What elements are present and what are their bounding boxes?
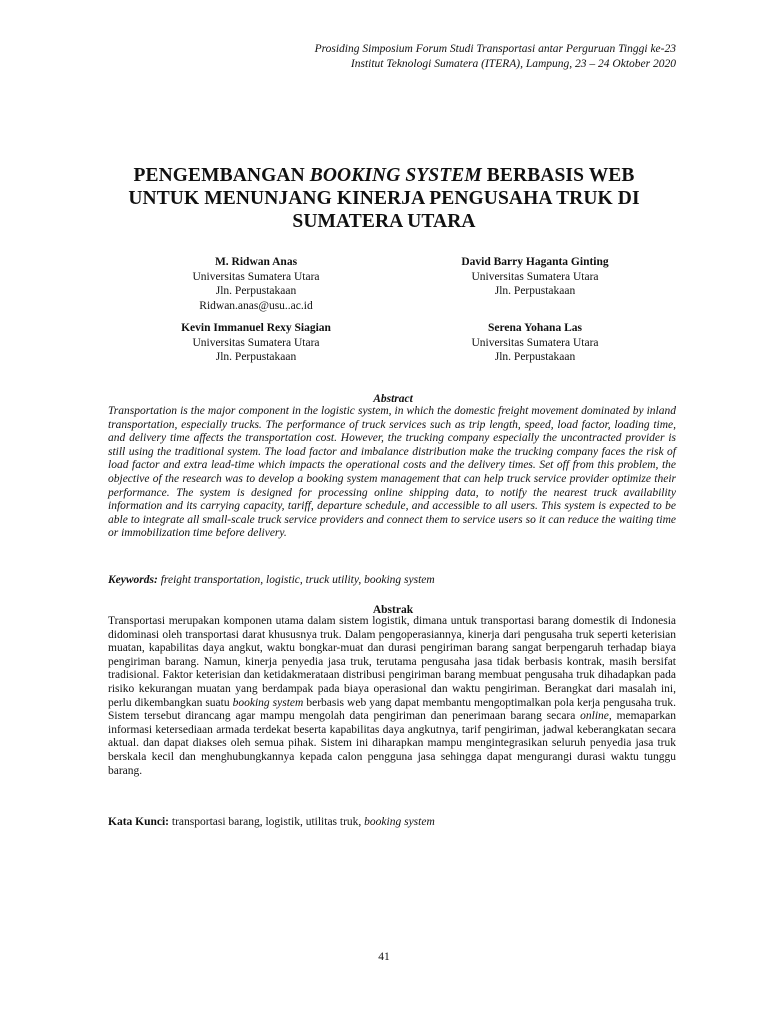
- author-name: Serena Yohana Las: [488, 322, 582, 334]
- author-block: [385, 321, 685, 365]
- author-address: Jln. Perpustakaan: [215, 351, 297, 363]
- abstrak-italic-term: booking system: [232, 696, 304, 709]
- author-name: M. Ridwan Anas: [214, 256, 298, 268]
- author-block: [106, 321, 406, 365]
- keywords-label: Keywords:: [108, 574, 158, 586]
- conference-header: [315, 42, 676, 72]
- kata-kunci-italic: booking system: [364, 816, 435, 828]
- author-affiliation: Universitas Sumatera Utara: [192, 336, 320, 349]
- author-email: Ridwan.anas@usu..ac.id: [199, 299, 313, 312]
- author-affiliation: Universitas Sumatera Utara: [471, 270, 599, 283]
- title-text: PENGEMBANGAN: [133, 165, 310, 186]
- author-name: Kevin Immanuel Rexy Siagian: [181, 322, 331, 334]
- author-address: Jln. Perpustakaan: [494, 351, 576, 363]
- author-block: [106, 255, 406, 313]
- page-number: 41: [378, 951, 390, 963]
- abstrak-heading: Abstrak: [372, 604, 414, 616]
- abstrak-text-part: Transportasi merupakan komponen utama dalam sistem logistik, dimana untuk transportasi barang domestik di Indonesia didominasi oleh transportasi darat khususnya truk. Dalam pengoperasiannya, kinerja dari pengusaha truk seperti keterisian muatan, kapabilitas daya angkut, waktu bongkar-muat dan durasi pengiriman barang sangat berpengaruh terhadap biaya pengiriman barang. Namun, kinerja penyedia jasa truk, terutama pengusaha jasa tidak berbasis kontrak, masih bersifat tradisional. Faktor keterisian dan ketidakmerataan distribusi pengiriman barang membuat pengusaha truk dihadapkan pada risiko kekurangan muatan yang berdampak pada biaya operasional dan waktu pengiriman. Berangkat dari masalah ini, perlu dikembangkan suatu: [108, 615, 676, 709]
- author-address: Jln. Perpustakaan: [494, 285, 576, 297]
- keywords-line: [108, 573, 676, 587]
- abstrak-text-part: berbasis web yang dapat membantu mengoptimalkan pola kerja pengusaha truk. Sistem tersebut dirancang agar mampu mengolah data pengiriman dan penerimaan barang secara: [108, 696, 677, 723]
- kata-kunci-line: [108, 815, 676, 829]
- author-affiliation: Universitas Sumatera Utara: [471, 336, 599, 349]
- kata-kunci-values: transportasi barang, logistik, utilitas truk,: [169, 816, 365, 828]
- author-affiliation: Universitas Sumatera Utara: [192, 270, 320, 283]
- author-address: Jln. Perpustakaan: [215, 285, 297, 297]
- title-line-2: UNTUK MENUNJANG KINERJA PENGUSAHA TRUK DI: [128, 188, 640, 209]
- paper-title: [60, 164, 708, 233]
- title-italic: BOOKING SYSTEM: [309, 165, 482, 186]
- author-name: David Barry Haganta Ginting: [461, 256, 609, 268]
- abstrak-italic-term: online: [580, 710, 609, 723]
- header-line-1: Prosiding Simposium Forum Studi Transportasi antar Perguruan Tinggi ke-23: [314, 43, 676, 55]
- title-line-1: [60, 164, 708, 187]
- author-block: [385, 255, 685, 299]
- title-text: BERBASIS WEB: [481, 165, 635, 186]
- abstract-text: Transportation is the major component in the logistic system, in which the domestic freight movement dominated by inland transportation, especially trucks. The performance of truck services such as trip length, speed, load factor, loading time, and delivery time affects the transportation cost. However, the trucking company especially the uncontracted provider is still using the traditional system. The load factor and imbalance distribution make the trucking company faces the risk of load factor and extra lead-time which impacts the operational costs and the delivery times. Set off from this problem, the objective of the research was to develop a booking system management that can help truck service provider optimize their performance. The system is designed for processing online shipping data, to notify the nearest truck availability information and its carrying capacity, tariff, departure schedule, and accessible to all users. This system is expected to be able to integrate all small-scale truck service providers and connect them to service users so it can reduce the waiting time or immobilization time before delivery.: [108, 405, 676, 540]
- abstrak-text-part: , memaparkan informasi ketersediaan armada terdekat beserta kapabilitas daya angkutnya, tarif pengiriman, jadwal keberangkatan secara aktual. dan dapat diakses oleh semua pihak. Sistem ini diharapkan mampu mengintegrasikan seluruh penyedia jasa truk berskala kecil dan menghubungkannya kepada calon pengguna jasa sehingga dapat mengurangi durasi waktu tunggu barang.: [108, 710, 676, 777]
- abstrak-text: [108, 615, 676, 778]
- header-line-2: Institut Teknologi Sumatera (ITERA), Lampung, 23 – 24 Oktober 2020: [350, 58, 676, 70]
- kata-kunci-label: Kata Kunci:: [108, 816, 170, 828]
- abstract-heading: Abstract: [373, 393, 413, 405]
- keywords-values: freight transportation, logistic, truck utility, booking system: [157, 574, 435, 586]
- title-line-3: SUMATERA UTARA: [292, 211, 476, 232]
